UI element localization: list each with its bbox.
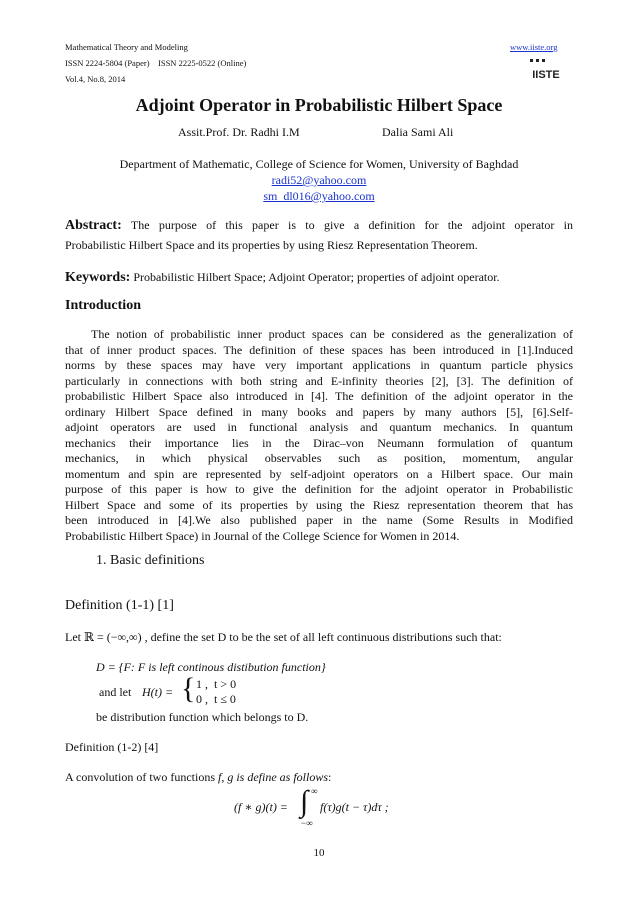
email-2-link[interactable]: sm_dl016@yahoo.com xyxy=(263,189,375,203)
intro-line: probabilistic Hilbert Space also introduced in [4]. The definition of the adjoint operator in the xyxy=(65,389,573,403)
intro-line: momentum and spin are represented by self-adjoint operators on a Hilbert space. Our main xyxy=(65,466,573,481)
author-1: Assit.Prof. Dr. Radhi I.M xyxy=(178,125,300,139)
set-d-definition: D = {F: F is left continous distibution function} xyxy=(96,660,326,674)
intro-line: particularly in connections with both string and E-infinity theories [2], [3]. The definition of xyxy=(65,373,573,388)
volume-line: Vol.4, No.8, 2014 xyxy=(65,74,126,84)
abstract-label: Abstract: xyxy=(65,218,122,233)
keywords-label: Keywords: xyxy=(65,270,131,285)
h-prefix: and let xyxy=(99,685,132,699)
intro-line: adjoint operators are used in functional analysis and quantum mechanics. In quantum xyxy=(65,420,573,434)
intro-line: Probabilistic Hilbert Space) in Journal of the College Science for Women in 2014. xyxy=(65,528,460,543)
introduction-body xyxy=(65,327,573,544)
abstract-text-2: Probabilistic Hilbert Space and its properties by using Riesz Representation Theorem. xyxy=(65,238,478,252)
integral-lower-limit: −∞ xyxy=(301,818,313,828)
integral-sign: ∫ xyxy=(300,785,309,818)
keywords-text: Probabilistic Hilbert Space; Adjoint Operator; properties of adjoint operator. xyxy=(133,270,500,284)
intro-line: The notion of probabilistic inner product spaces can be considered as the generalization of xyxy=(91,327,573,341)
convolution-intro xyxy=(65,770,331,786)
def1-intro-a: Let xyxy=(65,630,84,644)
logo-text: IISTE xyxy=(532,69,560,81)
conv-text: A convolution of two functions xyxy=(65,770,218,784)
h-suffix: be distribution function which belongs to D. xyxy=(96,710,309,724)
integral-upper-limit: ∞ xyxy=(311,786,318,796)
section-1-heading: 1. Basic definitions xyxy=(96,553,205,568)
intro-line: mechanics, in which physical observables such as position, momentum, angular xyxy=(65,451,573,465)
affiliation: Department of Mathematic, College of Science for Women, University of Baghdad xyxy=(119,157,519,171)
real-line-math: ℝ = (−∞,∞) xyxy=(84,630,142,644)
introduction-heading: Introduction xyxy=(65,298,141,313)
issn-line: ISSN 2224-5804 (Paper) ISSN 2225-0522 (Online) xyxy=(65,58,247,68)
def1-intro-b: , define the set D to be the set of all left continuous distributions such that: xyxy=(141,630,502,644)
h-case-2: 0 , t ≤ 0 xyxy=(196,692,236,706)
keywords-line xyxy=(65,270,573,286)
email-1-link[interactable]: radi52@yahoo.com xyxy=(271,173,367,187)
journal-url-link[interactable]: www.iiste.org xyxy=(510,42,558,52)
intro-line: ordinary Hilbert Space defined in many books and papers by many authors [5], [6].Self- xyxy=(65,404,573,419)
intro-line: mechanics their importance lies in the Dirac–von Neumann formulation of quantum xyxy=(65,435,573,450)
convolution-lhs: (f ∗ g)(t) = xyxy=(234,800,288,814)
page-number: 10 xyxy=(313,847,325,859)
definition-1-2-heading: Definition (1-2) [4] xyxy=(65,740,159,754)
definition-1-1-intro xyxy=(65,630,502,646)
abstract-line-1 xyxy=(65,218,573,234)
iiste-logo xyxy=(527,57,565,83)
intro-line: purpose of this paper is how to give the definition for the adjoint operator in Probabilistic xyxy=(65,482,573,496)
intro-line: that of inner product spaces. The definition of these spaces has been introduced in [1].Induced xyxy=(65,342,573,357)
conv-math: f, g is define as follows xyxy=(218,770,329,784)
h-lhs: H(t) = xyxy=(142,685,174,699)
journal-name: Mathematical Theory and Modeling xyxy=(65,42,188,52)
intro-line: been introduced in [4].We also published paper in the name (Some Results in Modified xyxy=(65,513,573,527)
integrand: f(τ)g(t − τ)dτ ; xyxy=(320,800,389,814)
paper-title: Adjoint Operator in Probabilistic Hilbert Space xyxy=(135,95,503,115)
definition-1-1-heading: Definition (1-1) [1] xyxy=(65,598,174,613)
author-2: Dalia Sami Ali xyxy=(382,125,454,139)
intro-line: Hilbert Space and some of its properties by using the Riesz representation theorem that has xyxy=(65,497,573,512)
h-case-1: 1 , t > 0 xyxy=(196,677,237,691)
piecewise-brace: { xyxy=(181,672,196,705)
abstract-text-1: The purpose of this paper is to give a definition for the adjoint operator in xyxy=(130,218,573,232)
conv-colon: : xyxy=(328,770,332,784)
intro-line: norms by these spaces may have very important applications in quantum particle physics xyxy=(65,358,573,372)
